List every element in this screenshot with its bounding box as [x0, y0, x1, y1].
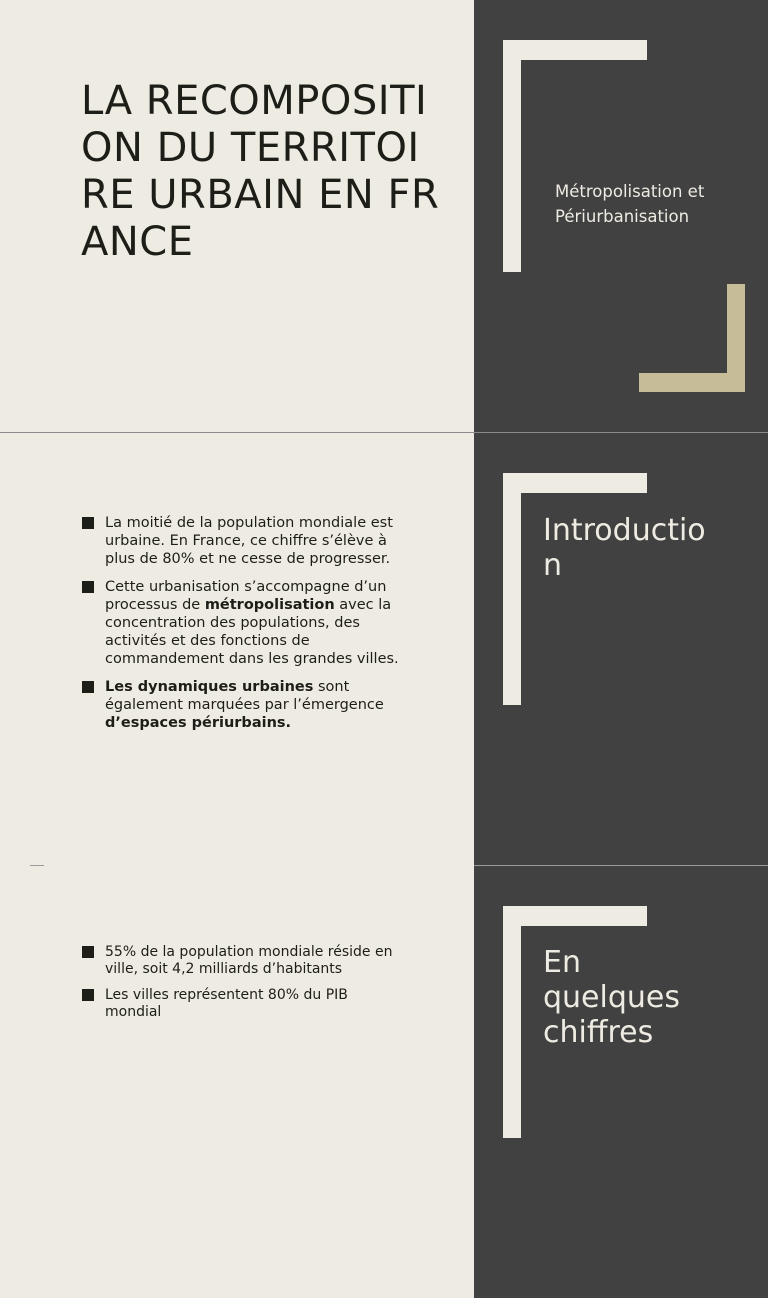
intro-bullet-list — [82, 514, 407, 742]
frame-left-bar — [503, 906, 521, 1138]
figures-content-pane — [0, 866, 474, 1298]
gold-frame-bottom-bar — [639, 373, 745, 392]
title-pane — [0, 0, 474, 432]
frame-left-bar — [503, 473, 521, 705]
list-item: La moitié de la population mondiale est urbaine. En France, ce chiffre s’élève à plus de 80% et ne cesse de progresser. — [82, 514, 407, 568]
slide-figures — [0, 866, 768, 1298]
slide-introduction — [0, 433, 768, 865]
intro-content-pane — [0, 433, 474, 865]
presentation-subtitle: Métropolisation et Périurbanisation — [555, 182, 705, 226]
figures-heading-pane — [474, 866, 768, 1298]
presentation-title: LA RECOMPOSITION DU TERRITOIRE URBAIN EN FRANCE — [81, 78, 440, 265]
frame-top-bar — [503, 906, 647, 926]
subtitle-pane — [474, 0, 768, 432]
figures-bullet-list — [82, 944, 407, 1030]
frame-top-bar — [503, 40, 647, 60]
list-item: 55% de la population mondiale réside en ville, soit 4,2 milliards d’habitants — [82, 944, 407, 978]
frame-left-bar — [503, 40, 521, 272]
list-item: Les villes représentent 80% du PIB mondial — [82, 987, 407, 1021]
list-item: Les dynamiques urbaines sont également marquées par l’émergence d’espaces périurbains. — [82, 678, 407, 732]
section-heading: En quelques chiffres — [543, 945, 680, 1050]
section-heading: Introduction — [543, 513, 706, 583]
intro-heading-pane — [474, 433, 768, 865]
list-item: Cette urbanisation s’accompagne d’un processus de métropolisation avec la concentration des populations, des activités et des fonctions de commandement dans les grandes villes. — [82, 578, 407, 668]
slide-title — [0, 0, 768, 432]
frame-top-bar — [503, 473, 647, 493]
